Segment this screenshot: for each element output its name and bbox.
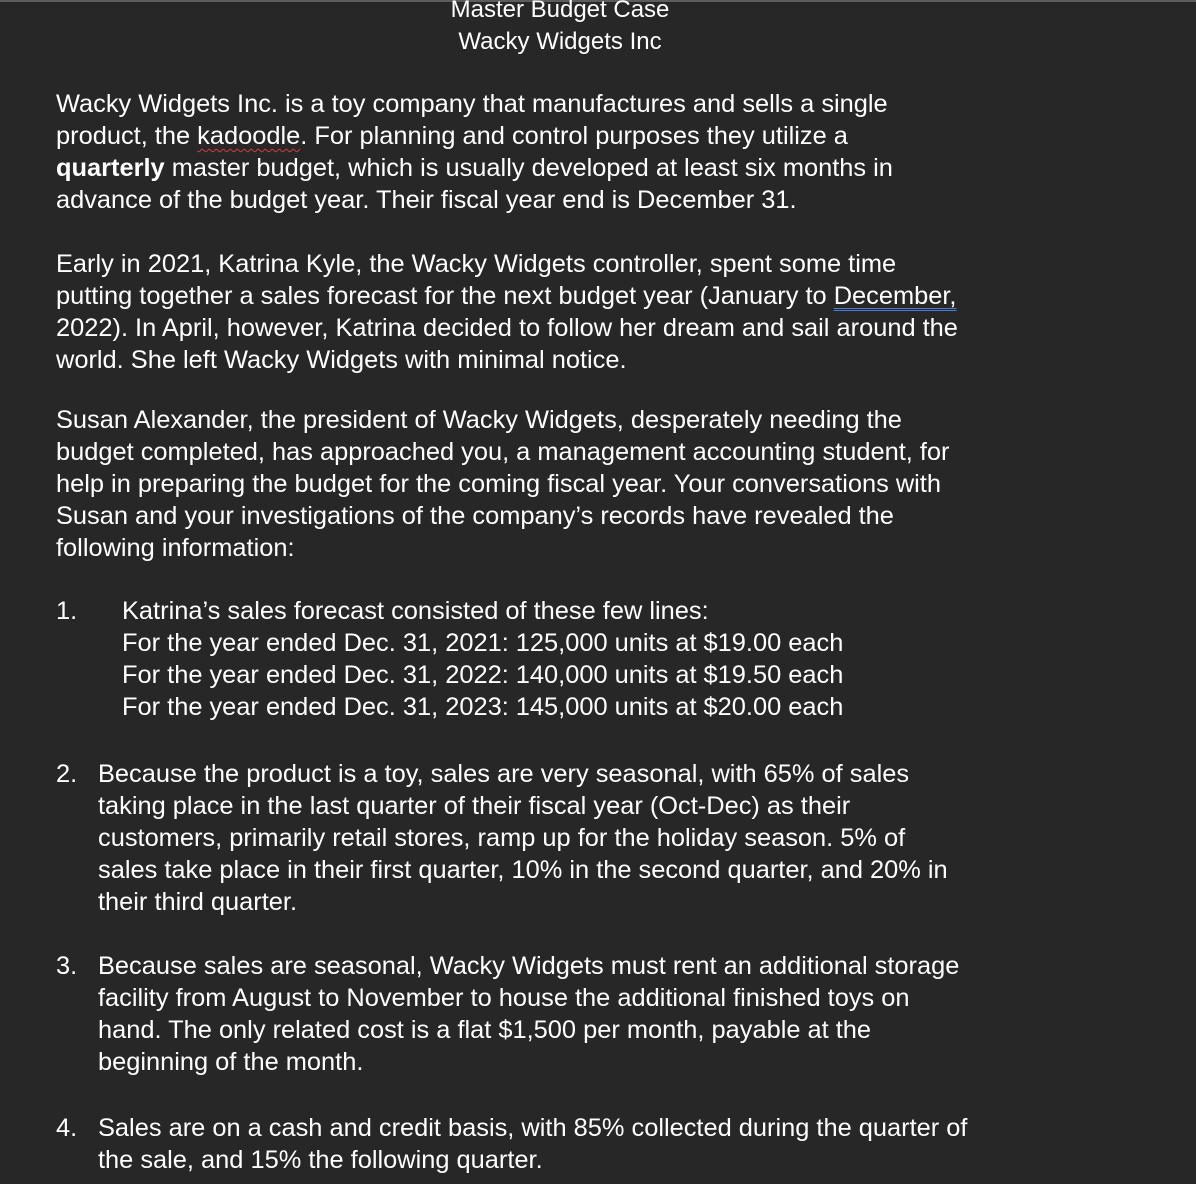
paragraph-line: Early in 2021, Katrina Kyle, the Wacky Widgets controller, spent some time [56, 250, 897, 278]
list-item-line: For the year ended Dec. 31, 2021: 125,000 units at $19.00 each [122, 629, 844, 657]
list-item-sales-forecast [122, 595, 843, 723]
list-item-line: Because the product is a toy, sales are very seasonal, with 65% of sales [98, 760, 910, 788]
text-span: . For planning and control purposes they utilize a [300, 122, 848, 150]
list-item-line: hand. The only related cost is a flat $1,500 per month, payable at the [98, 1016, 872, 1044]
intro-paragraph [56, 88, 1166, 216]
text-span: product, the [56, 122, 198, 150]
list-number: 1. [56, 597, 78, 625]
list-number: 3. [56, 952, 78, 980]
paragraph-line [56, 152, 1166, 184]
list-item-line: For the year ended Dec. 31, 2023: 145,000 units at $20.00 each [122, 693, 844, 721]
list-item-line: the sale, and 15% the following quarter. [98, 1146, 543, 1174]
paragraph-line: Susan and your investigations of the company’s records have revealed the [56, 502, 894, 530]
paragraph-line: help in preparing the budget for the coming fiscal year. Your conversations with [56, 470, 941, 498]
paragraph-line: budget completed, has approached you, a management accounting student, for [56, 438, 950, 466]
spelling-flagged-word: kadoodle [197, 122, 301, 150]
paragraph-line [56, 280, 1166, 312]
bold-word: quarterly [56, 154, 165, 182]
paragraph-line: Wacky Widgets Inc. is a toy company that manufactures and sells a single [56, 90, 888, 118]
list-item-line: Sales are on a cash and credit basis, with 85% collected during the quarter of [98, 1114, 968, 1142]
paragraph-line: advance of the budget year. Their fiscal year end is December 31. [56, 186, 797, 214]
text-span: master budget, which is usually developed at least six months in [164, 154, 893, 182]
list-number: 4. [56, 1114, 78, 1142]
list-item-line: taking place in the last quarter of their fiscal year (Oct-Dec) as their [98, 792, 851, 820]
list-item-line: For the year ended Dec. 31, 2022: 140,000 units at $19.50 each [122, 661, 844, 689]
list-item-line: their third quarter. [98, 888, 297, 916]
background-paragraph [56, 248, 1166, 376]
list-item-line: Because sales are seasonal, Wacky Widgets must rent an additional storage [98, 952, 960, 980]
request-paragraph [56, 404, 1166, 564]
list-item-collections [98, 1112, 967, 1176]
list-item-line: sales take place in their first quarter, 10% in the second quarter, and 20% in [98, 856, 948, 884]
grammar-flagged-word: December, [833, 282, 957, 310]
list-item-seasonality [98, 758, 948, 918]
paragraph-line: 2022). In April, however, Katrina decided to follow her dream and sail around the [56, 314, 958, 342]
text-span: putting together a sales forecast for the next budget year (January to [56, 282, 834, 310]
paragraph-line [56, 120, 1166, 152]
list-item-line: Katrina’s sales forecast consisted of these few lines: [122, 597, 709, 625]
list-item-line: beginning of the month. [98, 1048, 364, 1076]
paragraph-line: following information: [56, 534, 295, 562]
document-title: Master Budget Case [450, 0, 670, 23]
paragraph-line: world. She left Wacky Widgets with minimal notice. [56, 346, 627, 374]
list-number: 2. [56, 760, 78, 788]
document-subtitle: Wacky Widgets Inc [458, 28, 662, 55]
list-item-storage [98, 950, 959, 1078]
list-item-line: facility from August to November to house the additional finished toys on [98, 984, 910, 1012]
paragraph-line: Susan Alexander, the president of Wacky Widgets, desperately needing the [56, 406, 902, 434]
list-item-line: customers, primarily retail stores, ramp up for the holiday season. 5% of [98, 824, 906, 852]
